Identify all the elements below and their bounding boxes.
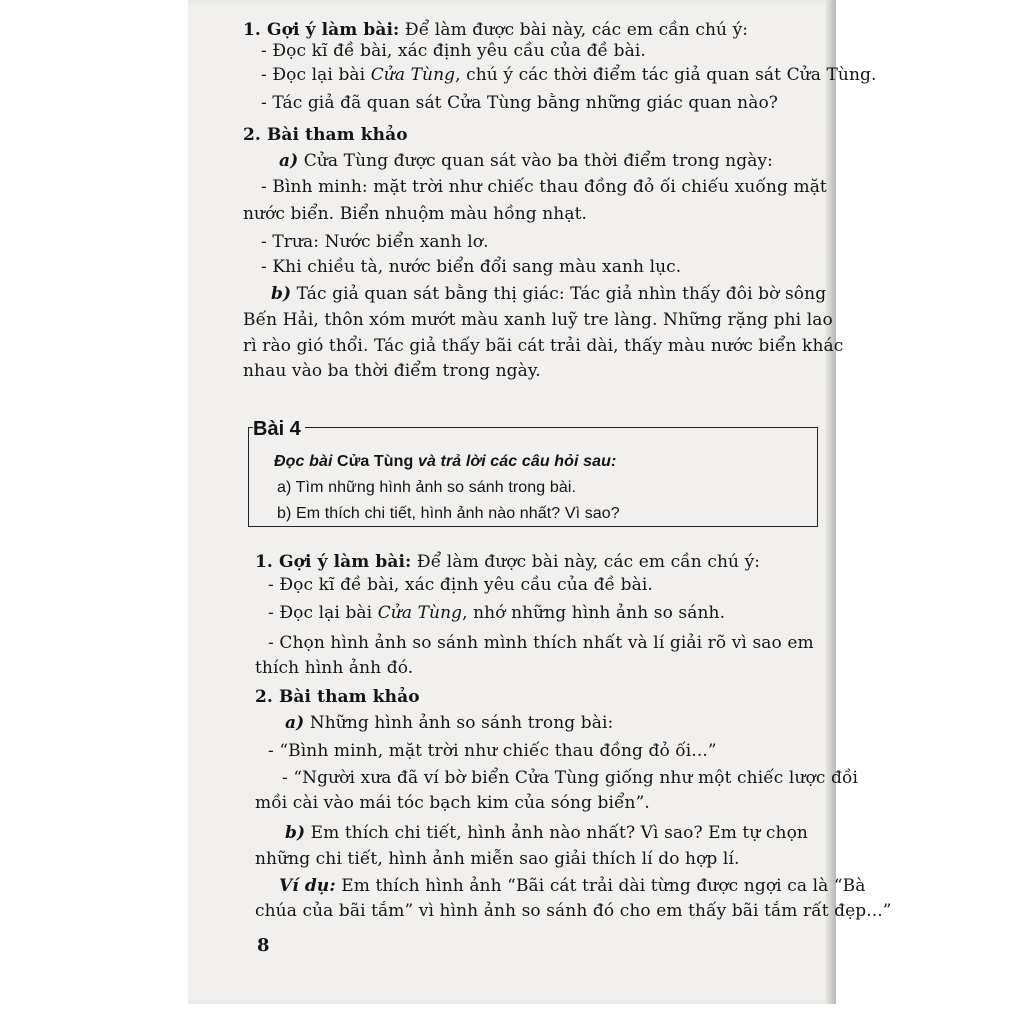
reference-heading-1: 2. Bài tham khảo [243,125,408,145]
answer-b: b) Tác giả quan sát bằng thị giác: Tác giả nhìn thấy đôi bờ sông [271,284,827,304]
hint-item: - Đọc kĩ đề bài, xác định yêu cầu của đề bài. [268,575,653,595]
hint-item: - Đọc lại bài Cửa Tùng, chú ý các thời điểm tác giả quan sát Cửa Tùng. [261,65,877,85]
answer-line: - Khi chiều tà, nước biển đổi sang màu xanh lục. [261,257,682,277]
answer-line: nước biển. Biển nhuộm màu hồng nhạt. [243,204,587,224]
reference-heading-2: 2. Bài tham khảo [255,687,420,707]
page-edge [826,0,836,1004]
answer-line: - Trưa: Nước biển xanh lơ. [261,232,489,252]
quote-line: mồi cài vào mái tóc bạch kim của sóng biển”. [255,793,650,813]
page-number: 8 [257,935,270,956]
exercise-question-b: b) Em thích chi tiết, hình ảnh nào nhất? Vì sao? [277,505,620,522]
hint-item: - Tác giả đã quan sát Cửa Tùng bằng những giác quan nào? [261,93,779,113]
quote-line: - “Người xưa đã ví bờ biển Cửa Tùng giống như một chiếc lược đồi [282,768,858,788]
hint-heading-2: 1. Gợi ý làm bài: Để làm được bài này, các em cần chú ý: [255,552,761,572]
hint-item: - Đọc lại bài Cửa Tùng, nhớ những hình ảnh so sánh. [268,603,726,623]
answer-line: - Bình minh: mặt trời như chiếc thau đồng đỏ ối chiếu xuống mặt [261,177,827,197]
exercise-question-a: a) Tìm những hình ảnh so sánh trong bài. [277,479,577,496]
answer-line: những chi tiết, hình ảnh miễn sao giải thích lí do hợp lí. [255,849,740,869]
example-line: chúa của bãi tắm” vì hình ảnh so sánh đó cho em thấy bãi tắm rất đẹp...” [255,901,892,921]
answer-line: nhau vào ba thời điểm trong ngày. [243,361,541,381]
answer-a: a) Những hình ảnh so sánh trong bài: [285,713,614,733]
hint-heading-1: 1. Gợi ý làm bài: Để làm được bài này, các em cần chú ý: [243,20,749,40]
quote-line: - “Bình minh, mặt trời như chiếc thau đồng đỏ ối...” [268,741,717,761]
answer-a: a) Cửa Tùng được quan sát vào ba thời điểm trong ngày: [279,151,773,171]
example-line: Ví dụ: Em thích hình ảnh “Bãi cát trải dài từng được ngợi ca là “Bà [279,876,866,896]
answer-line: rì rào gió thổi. Tác giả thấy bãi cát trải dài, thấy màu nước biển khác [243,336,844,356]
hint-item: - Chọn hình ảnh so sánh mình thích nhất và lí giải rõ vì sao em [268,633,814,653]
exercise-title: Bài 4 [253,418,305,441]
answer-b: b) Em thích chi tiết, hình ảnh nào nhất? Vì sao? Em tự chọn [285,823,808,843]
hint-item-cont: thích hình ảnh đó. [255,658,414,678]
answer-line: Bến Hải, thôn xóm mướt màu xanh luỹ tre làng. Những rặng phi lao [243,310,833,330]
hint-item: - Đọc kĩ đề bài, xác định yêu cầu của đề bài. [261,41,646,61]
exercise-instruction: Đọc bài Cửa Tùng và trả lời các câu hỏi sau: [274,453,617,470]
